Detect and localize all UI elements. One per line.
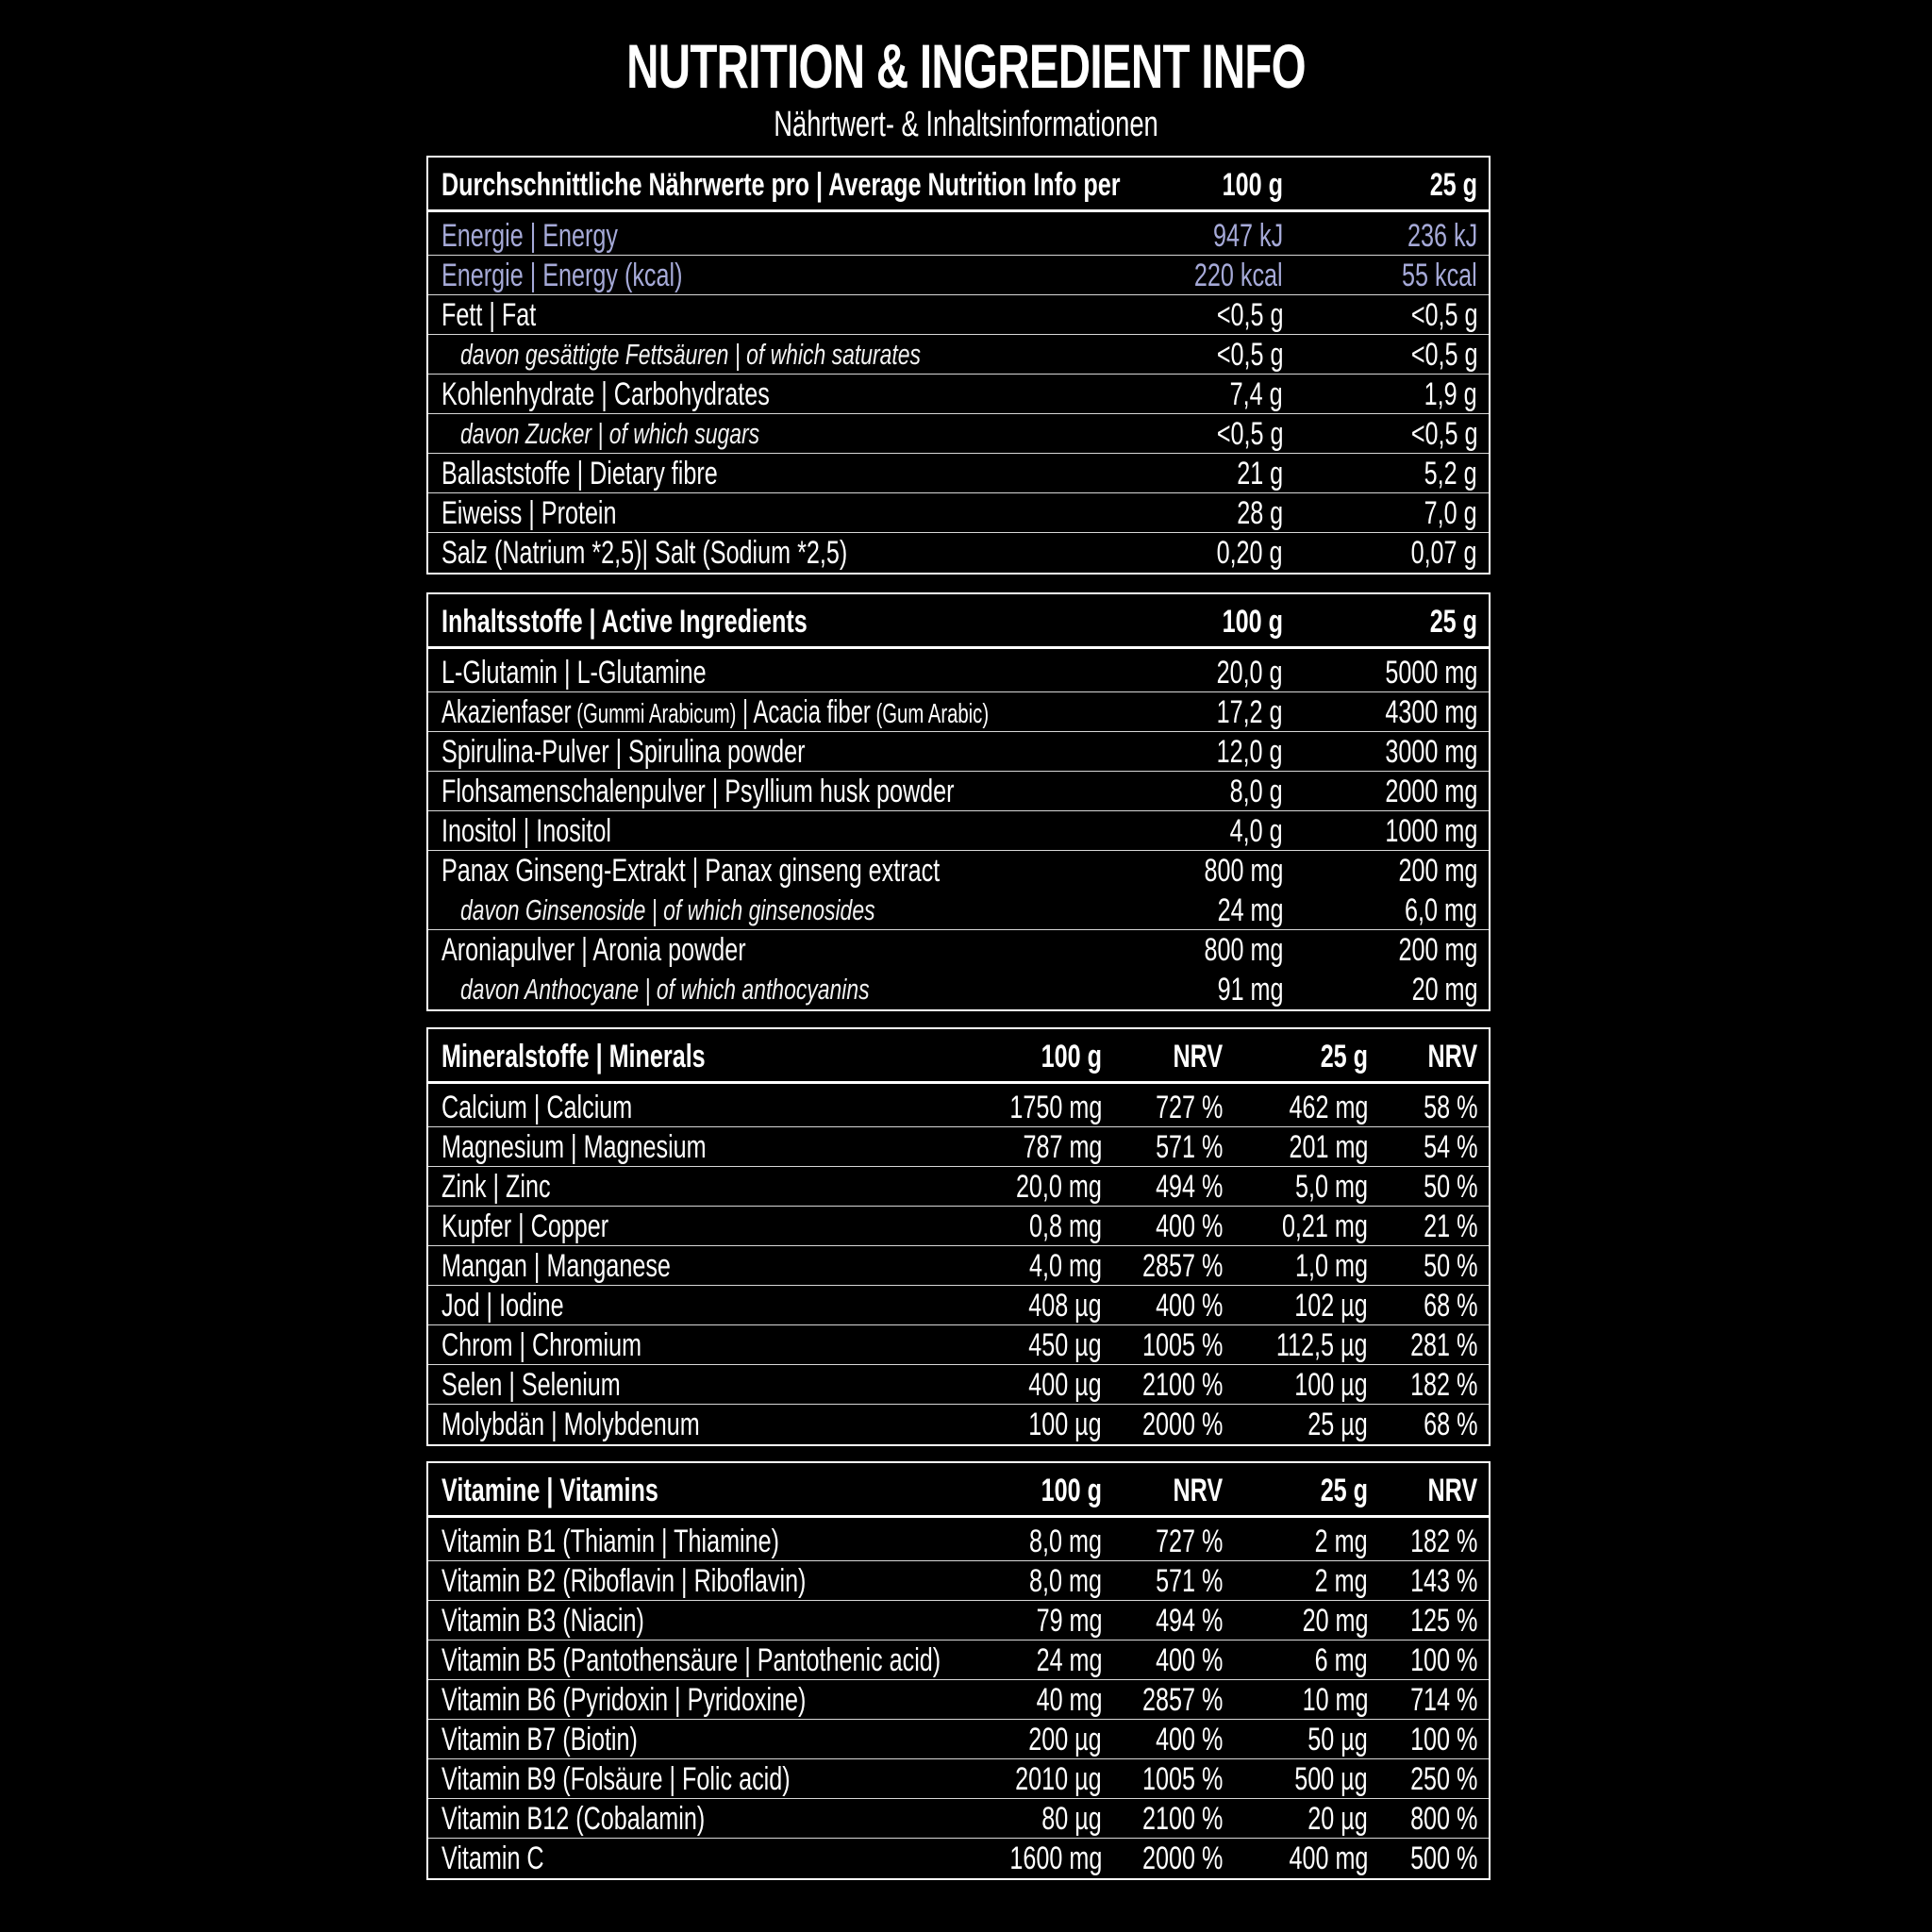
value-100g: 80 µg bbox=[1041, 1801, 1102, 1837]
value-100g: 100 µg bbox=[1028, 1407, 1102, 1442]
nutrition-header-row bbox=[428, 158, 1489, 212]
table-row bbox=[428, 1522, 1489, 1561]
value-100g: 2010 µg bbox=[1015, 1761, 1102, 1797]
vitamin-name: Vitamin B5 bbox=[441, 1642, 557, 1678]
table-row bbox=[428, 375, 1489, 414]
value-25g: 500 µg bbox=[1294, 1761, 1368, 1797]
row-label: Calcium | Calcium bbox=[441, 1090, 633, 1125]
vitamin-note: (Folsäure | Folic acid) bbox=[556, 1761, 791, 1797]
row-label bbox=[441, 1759, 791, 1799]
value-25g: 2 mg bbox=[1315, 1524, 1368, 1559]
row-label bbox=[441, 1680, 806, 1720]
table-row bbox=[428, 1088, 1489, 1127]
value-25g: 462 mg bbox=[1289, 1090, 1368, 1125]
row-label: Chrom | Chromium bbox=[441, 1327, 642, 1363]
vitamin-note: (Niacin) bbox=[556, 1603, 644, 1639]
row-label: davon Ginsenoside | of which ginsenosides bbox=[460, 893, 875, 926]
table-row bbox=[428, 533, 1489, 573]
ingredients-header-25g: 25 g bbox=[1429, 604, 1477, 640]
nrv-100g: 2100 % bbox=[1141, 1801, 1223, 1837]
value-25g: 20 µg bbox=[1307, 1801, 1368, 1837]
value-100g: <0,5 g bbox=[1216, 337, 1283, 373]
value-25g: 50 µg bbox=[1307, 1722, 1368, 1757]
value-25g: <0,5 g bbox=[1410, 297, 1477, 333]
value-100g: 7,4 g bbox=[1230, 376, 1283, 412]
row-label: Spirulina-Pulver | Spirulina powder bbox=[441, 734, 806, 770]
value-100g: 408 µg bbox=[1028, 1288, 1102, 1324]
row-label: L-Glutamin | L-Glutamine bbox=[441, 655, 707, 691]
value-25g: 1,9 g bbox=[1424, 376, 1477, 412]
nrv-25g: 50 % bbox=[1423, 1169, 1477, 1205]
row-label: Eiweiss | Protein bbox=[441, 495, 617, 531]
nrv-100g: 400 % bbox=[1155, 1642, 1223, 1678]
table-row bbox=[428, 930, 1489, 970]
vitamin-note: (Riboflavin | Riboflavin) bbox=[556, 1563, 807, 1599]
vitamins-header-nrv-100g: NRV bbox=[1173, 1473, 1223, 1508]
nrv-25g: 58 % bbox=[1423, 1090, 1477, 1125]
salt-note-en: (Sodium *2,5) bbox=[695, 535, 848, 571]
ingredients-header-100g: 100 g bbox=[1222, 604, 1283, 640]
acacia-label-de: Akazienfaser bbox=[441, 694, 572, 730]
row-label: Kohlenhydrate | Carbohydrates bbox=[441, 376, 770, 412]
value-100g: 0,20 g bbox=[1217, 535, 1283, 571]
page-title: NUTRITION & INGREDIENT INFO bbox=[626, 31, 1306, 101]
value-100g: 0,8 mg bbox=[1029, 1208, 1102, 1244]
minerals-header-nrv-25g: NRV bbox=[1427, 1039, 1477, 1074]
value-100g: 79 mg bbox=[1036, 1603, 1102, 1639]
value-100g: 20,0 g bbox=[1217, 655, 1283, 691]
table-row bbox=[428, 1286, 1489, 1325]
nrv-100g: 400 % bbox=[1155, 1722, 1223, 1757]
value-100g: 787 mg bbox=[1023, 1129, 1102, 1165]
nrv-100g: 2857 % bbox=[1141, 1682, 1223, 1718]
value-25g: 2 mg bbox=[1315, 1563, 1368, 1599]
nrv-100g: 571 % bbox=[1155, 1563, 1223, 1599]
nrv-25g: 68 % bbox=[1423, 1407, 1477, 1442]
minerals-header-label: Mineralstoffe | Minerals bbox=[441, 1039, 706, 1074]
vitamins-rows bbox=[428, 1522, 1489, 1878]
value-25g: 201 mg bbox=[1289, 1129, 1368, 1165]
nrv-25g: 143 % bbox=[1409, 1563, 1477, 1599]
row-label: Zink | Zinc bbox=[441, 1169, 551, 1205]
vitamins-header-label: Vitamine | Vitamins bbox=[441, 1473, 658, 1508]
value-25g: <0,5 g bbox=[1410, 337, 1477, 373]
value-100g: 220 kcal bbox=[1194, 258, 1283, 293]
vitamins-header-nrv-25g: NRV bbox=[1427, 1473, 1477, 1508]
table-row bbox=[428, 1680, 1489, 1720]
value-100g: <0,5 g bbox=[1216, 297, 1283, 333]
table-row bbox=[428, 454, 1489, 493]
table-row bbox=[428, 1839, 1489, 1878]
value-100g: 4,0 g bbox=[1230, 813, 1283, 849]
row-label bbox=[441, 1839, 544, 1878]
value-100g: 24 mg bbox=[1036, 1642, 1102, 1678]
nutrition-header-100g: 100 g bbox=[1222, 167, 1283, 203]
vitamins-header-25g: 25 g bbox=[1320, 1473, 1368, 1508]
table-row bbox=[428, 1799, 1489, 1839]
value-25g: 112,5 µg bbox=[1276, 1327, 1368, 1363]
vitamin-name: Vitamin B9 bbox=[441, 1761, 557, 1797]
row-label bbox=[441, 1799, 705, 1839]
value-100g: 800 mg bbox=[1204, 853, 1283, 889]
nrv-100g: 727 % bbox=[1155, 1524, 1223, 1559]
value-100g: 17,2 g bbox=[1217, 694, 1283, 730]
minerals-header-100g: 100 g bbox=[1041, 1039, 1102, 1074]
value-100g: 1600 mg bbox=[1009, 1840, 1102, 1876]
value-100g: <0,5 g bbox=[1216, 416, 1283, 452]
vitamin-name: Vitamin B2 bbox=[441, 1563, 557, 1599]
vitamin-name: Vitamin B1 bbox=[441, 1524, 557, 1559]
salt-label-de: Salz bbox=[441, 535, 488, 571]
value-25g: 6 mg bbox=[1315, 1642, 1368, 1678]
vitamin-note: (Thiamin | Thiamine) bbox=[556, 1524, 779, 1559]
nrv-100g: 727 % bbox=[1155, 1090, 1223, 1125]
row-label: davon Zucker | of which sugars bbox=[460, 417, 760, 450]
row-label bbox=[441, 1641, 941, 1680]
value-25g: 236 kJ bbox=[1407, 218, 1477, 254]
vitamin-note: (Cobalamin) bbox=[569, 1801, 706, 1837]
table-row bbox=[428, 1561, 1489, 1601]
value-100g: 20,0 mg bbox=[1016, 1169, 1102, 1205]
row-label: Molybdän | Molybdenum bbox=[441, 1407, 700, 1442]
value-25g: 55 kcal bbox=[1402, 258, 1477, 293]
value-25g: 6,0 mg bbox=[1405, 892, 1477, 928]
vitamin-name: Vitamin C bbox=[441, 1840, 544, 1876]
table-row bbox=[428, 295, 1489, 335]
value-25g: 0,21 mg bbox=[1282, 1208, 1368, 1244]
table-row bbox=[428, 1365, 1489, 1405]
value-25g: 10 mg bbox=[1302, 1682, 1368, 1718]
vitamins-header-100g: 100 g bbox=[1041, 1473, 1102, 1508]
ingredients-header-label: Inhaltsstoffe | Active Ingredients bbox=[441, 604, 808, 640]
value-25g: <0,5 g bbox=[1410, 416, 1477, 452]
table-row bbox=[428, 891, 1489, 930]
row-label bbox=[441, 1720, 638, 1759]
table-row bbox=[428, 1641, 1489, 1680]
row-label: Selen | Selenium bbox=[441, 1367, 621, 1403]
value-25g: 20 mg bbox=[1302, 1603, 1368, 1639]
table-row bbox=[428, 216, 1489, 256]
table-row bbox=[428, 732, 1489, 772]
table-row bbox=[428, 653, 1489, 692]
nrv-100g: 494 % bbox=[1155, 1169, 1223, 1205]
table-row bbox=[428, 811, 1489, 851]
value-100g: 400 µg bbox=[1028, 1367, 1102, 1403]
nrv-25g: 250 % bbox=[1409, 1761, 1477, 1797]
nutrition-header-label: Durchschnittliche Nährwerte pro | Average Nutrition Info per bbox=[441, 167, 1121, 203]
value-25g: 200 mg bbox=[1398, 932, 1477, 968]
nrv-25g: 125 % bbox=[1409, 1603, 1477, 1639]
value-25g: 20 mg bbox=[1411, 972, 1477, 1008]
minerals-rows bbox=[428, 1088, 1489, 1444]
row-label: Energie | Energy (kcal) bbox=[441, 258, 683, 293]
value-25g: 1000 mg bbox=[1385, 813, 1477, 849]
row-label bbox=[441, 533, 847, 573]
nrv-25g: 100 % bbox=[1409, 1642, 1477, 1678]
nrv-100g: 1005 % bbox=[1141, 1761, 1223, 1797]
acacia-note-de: (Gummi Arabicum) bbox=[571, 699, 737, 729]
value-100g: 91 mg bbox=[1217, 972, 1283, 1008]
row-label: Ballaststoffe | Dietary fibre bbox=[441, 456, 718, 491]
value-25g: 4300 mg bbox=[1385, 694, 1477, 730]
value-25g: 5,0 mg bbox=[1295, 1169, 1368, 1205]
table-row bbox=[428, 414, 1489, 454]
nrv-25g: 714 % bbox=[1409, 1682, 1477, 1718]
row-label: Inositol | Inositol bbox=[441, 813, 611, 849]
row-label: Mangan | Manganese bbox=[441, 1248, 671, 1284]
row-label: davon gesättigte Fettsäuren | of which saturates bbox=[460, 338, 921, 371]
table-row bbox=[428, 1167, 1489, 1207]
nrv-100g: 2000 % bbox=[1141, 1840, 1223, 1876]
value-100g: 12,0 g bbox=[1217, 734, 1283, 770]
value-100g: 28 g bbox=[1237, 495, 1283, 531]
value-100g: 450 µg bbox=[1028, 1327, 1102, 1363]
nrv-25g: 68 % bbox=[1423, 1288, 1477, 1324]
ingredients-table bbox=[426, 592, 1491, 1011]
acacia-label-en: | Acacia fiber bbox=[736, 694, 871, 730]
nutrition-table bbox=[426, 156, 1491, 575]
value-100g: 24 mg bbox=[1217, 892, 1283, 928]
value-25g: 0,07 g bbox=[1411, 535, 1477, 571]
value-25g: 5000 mg bbox=[1385, 655, 1477, 691]
vitamins-table bbox=[426, 1461, 1491, 1880]
table-row bbox=[428, 1759, 1489, 1799]
vitamin-name: Vitamin B6 bbox=[441, 1682, 557, 1718]
table-row bbox=[428, 335, 1489, 375]
nrv-25g: 281 % bbox=[1409, 1327, 1477, 1363]
row-label: Fett | Fat bbox=[441, 297, 537, 333]
salt-note-de: (Natrium *2,5) bbox=[487, 535, 642, 571]
vitamin-name: Vitamin B7 bbox=[441, 1722, 557, 1757]
row-label: Jod | Iodine bbox=[441, 1288, 564, 1324]
table-row bbox=[428, 1127, 1489, 1167]
nrv-100g: 400 % bbox=[1155, 1288, 1223, 1324]
row-label: Energie | Energy bbox=[441, 218, 618, 254]
page-subtitle: Nährtwert- & Inhaltsinformationen bbox=[774, 105, 1158, 144]
table-row bbox=[428, 1246, 1489, 1286]
row-label: davon Anthocyane | of which anthocyanins bbox=[460, 973, 870, 1006]
row-label: Kupfer | Copper bbox=[441, 1208, 609, 1244]
value-25g: 200 mg bbox=[1398, 853, 1477, 889]
row-label: Aroniapulver | Aronia powder bbox=[441, 932, 746, 968]
ingredients-header-row bbox=[428, 594, 1489, 649]
row-label bbox=[441, 692, 989, 734]
nrv-25g: 100 % bbox=[1409, 1722, 1477, 1757]
vitamin-note: (Pantothensäure | Pantothenic acid) bbox=[556, 1642, 941, 1678]
table-row bbox=[428, 1207, 1489, 1246]
table-row bbox=[428, 851, 1489, 891]
table-row bbox=[428, 1601, 1489, 1641]
table-row bbox=[428, 1720, 1489, 1759]
table-row bbox=[428, 692, 1489, 732]
value-25g: 7,0 g bbox=[1424, 495, 1477, 531]
nrv-25g: 182 % bbox=[1409, 1367, 1477, 1403]
nrv-25g: 54 % bbox=[1423, 1129, 1477, 1165]
table-row bbox=[428, 1405, 1489, 1444]
value-25g: 5,2 g bbox=[1424, 456, 1477, 491]
value-25g: 100 µg bbox=[1294, 1367, 1368, 1403]
nrv-100g: 2857 % bbox=[1141, 1248, 1223, 1284]
salt-label-en: | Salt bbox=[641, 535, 696, 571]
row-label: Flohsamenschalenpulver | Psyllium husk powder bbox=[441, 774, 955, 809]
row-label: Magnesium | Magnesium bbox=[441, 1129, 707, 1165]
value-100g: 800 mg bbox=[1204, 932, 1283, 968]
vitamin-name: Vitamin B12 bbox=[441, 1801, 570, 1837]
table-row bbox=[428, 256, 1489, 295]
value-100g: 21 g bbox=[1237, 456, 1283, 491]
nrv-100g: 2000 % bbox=[1141, 1407, 1223, 1442]
value-25g: 2000 mg bbox=[1385, 774, 1477, 809]
value-25g: 102 µg bbox=[1294, 1288, 1368, 1324]
row-label bbox=[441, 1522, 779, 1561]
value-100g: 200 µg bbox=[1028, 1722, 1102, 1757]
vitamin-note: (Pyridoxin | Pyridoxine) bbox=[556, 1682, 807, 1718]
row-label: Panax Ginseng-Extrakt | Panax ginseng extract bbox=[441, 853, 941, 889]
nrv-25g: 500 % bbox=[1409, 1840, 1477, 1876]
nrv-100g: 2100 % bbox=[1141, 1367, 1223, 1403]
row-label bbox=[441, 1601, 644, 1641]
vitamin-note: (Biotin) bbox=[556, 1722, 638, 1757]
value-100g: 4,0 mg bbox=[1029, 1248, 1102, 1284]
value-25g: 25 µg bbox=[1307, 1407, 1368, 1442]
vitamin-name: Vitamin B3 bbox=[441, 1603, 557, 1639]
minerals-header-row bbox=[428, 1029, 1489, 1084]
value-100g: 8,0 g bbox=[1230, 774, 1283, 809]
nrv-100g: 1005 % bbox=[1141, 1327, 1223, 1363]
nrv-100g: 400 % bbox=[1155, 1208, 1223, 1244]
nrv-25g: 50 % bbox=[1423, 1248, 1477, 1284]
minerals-header-nrv-100g: NRV bbox=[1173, 1039, 1223, 1074]
acacia-note-en: (Gum Arabic) bbox=[870, 699, 990, 729]
value-25g: 3000 mg bbox=[1385, 734, 1477, 770]
row-label bbox=[441, 1561, 806, 1601]
nrv-25g: 800 % bbox=[1409, 1801, 1477, 1837]
value-100g: 1750 mg bbox=[1009, 1090, 1102, 1125]
value-100g: 8,0 mg bbox=[1029, 1563, 1102, 1599]
value-100g: 40 mg bbox=[1036, 1682, 1102, 1718]
nrv-100g: 571 % bbox=[1155, 1129, 1223, 1165]
table-row bbox=[428, 1325, 1489, 1365]
nrv-100g: 494 % bbox=[1155, 1603, 1223, 1639]
value-100g: 947 kJ bbox=[1212, 218, 1283, 254]
nrv-25g: 182 % bbox=[1409, 1524, 1477, 1559]
table-row bbox=[428, 772, 1489, 811]
nrv-25g: 21 % bbox=[1423, 1208, 1477, 1244]
table-row bbox=[428, 493, 1489, 533]
value-100g: 8,0 mg bbox=[1029, 1524, 1102, 1559]
table-row bbox=[428, 970, 1489, 1009]
value-25g: 400 mg bbox=[1289, 1840, 1368, 1876]
nutrition-header-25g: 25 g bbox=[1429, 167, 1477, 203]
minerals-header-25g: 25 g bbox=[1320, 1039, 1368, 1074]
minerals-table bbox=[426, 1027, 1491, 1446]
value-25g: 1,0 mg bbox=[1295, 1248, 1368, 1284]
header bbox=[0, 28, 1932, 145]
vitamins-header-row bbox=[428, 1463, 1489, 1518]
